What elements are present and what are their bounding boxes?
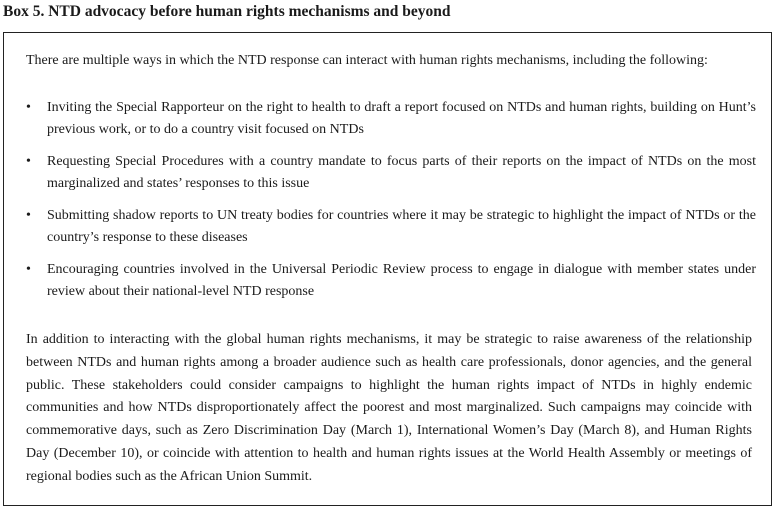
intro-paragraph: There are multiple ways in which the NTD response can interact with human rights mechanisms, including the following: (26, 53, 708, 68)
bullet-icon: • (26, 262, 31, 277)
bullet-list (26, 97, 756, 313)
closing-paragraph: In addition to interacting with the global human rights mechanisms, it may be strategic to raise awareness of the relationship between NTDs and human rights among a broader audience such as health care professionals, donor agencies, and the general public. These stakeholders could consider campaigns to highlight the human rights impact of NTDs in highly endemic communities and how NTDs disproportionately affect the poorest and most marginalized. Such campaigns may coincide with commemorative days, such as Zero Discrimination Day (March 1), International Women’s Day (March 8), and Human Rights Day (December 10), or coincide with attention to health and human rights issues at the World Health Assembly or meetings of regional bodies such as the African Union Summit. (26, 332, 752, 484)
list-item-text: Requesting Special Procedures with a country mandate to focus parts of their reports on the impact of NTDs on the most marginalized and states’ responses to this issue (47, 154, 756, 191)
bullet-icon: • (26, 208, 31, 223)
list-item-text: Submitting shadow reports to UN treaty bodies for countries where it may be strategic to highlight the impact of NTDs or the country’s response to these diseases (47, 208, 756, 245)
list-item-text: Encouraging countries involved in the Universal Periodic Review process to engage in dialogue with member states under review about their national-level NTD response (47, 262, 756, 299)
bullet-icon: • (26, 100, 31, 115)
list-item-text: Inviting the Special Rapporteur on the right to health to draft a report focused on NTDs and human rights, building on Hunt’s previous work, or to do a country visit focused on NTDs (47, 100, 756, 137)
list-item (26, 259, 756, 303)
text-box (3, 32, 772, 506)
list-item (26, 205, 756, 249)
list-item (26, 97, 756, 141)
list-item (26, 151, 756, 195)
bullet-icon: • (26, 154, 31, 169)
box-title: Box 5. NTD advocacy before human rights mechanisms and beyond (3, 3, 451, 20)
